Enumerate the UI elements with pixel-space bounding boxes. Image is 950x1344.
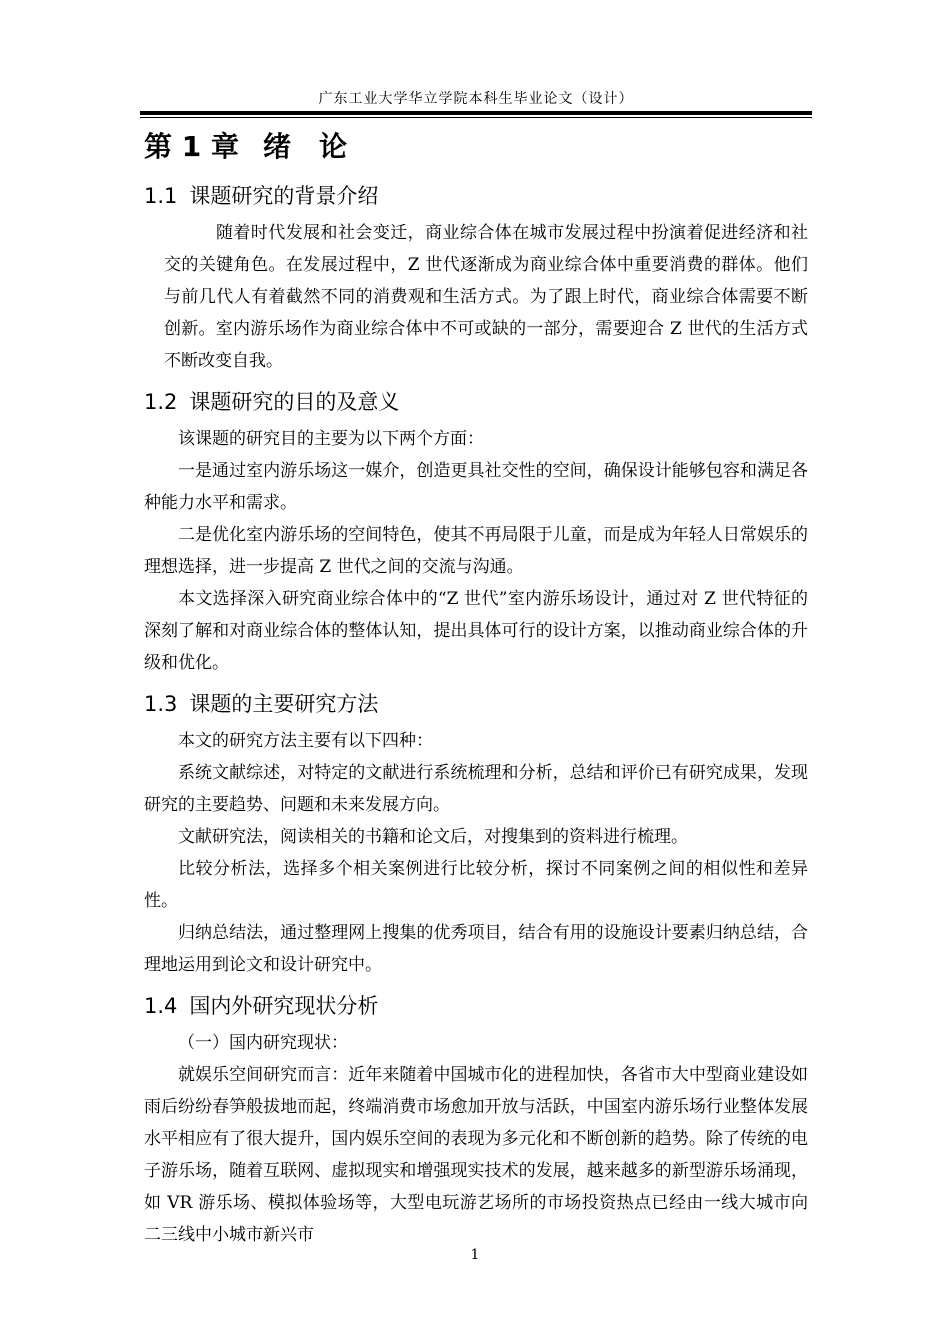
section-number: 1.2 — [144, 390, 178, 414]
paragraph: 归纳总结法，通过整理网上搜集的优秀项目，结合有用的设施设计要素归纳总结，合理地运用到论文和设计研究中。 — [144, 923, 808, 975]
section-title: 课题研究的目的及意义 — [189, 390, 400, 414]
chapter-number: 第 1 章 — [144, 130, 239, 163]
header-rule-thick — [140, 111, 812, 115]
paragraph: 二是优化室内游乐场的空间特色，使其不再局限于儿童，而是成为年轻人日常娱乐的理想选择，进一步提高 Z 世代之间的交流与沟通。 — [144, 525, 808, 577]
page-body — [144, 123, 808, 1251]
paragraph: 本文选择深入研究商业综合体中的“Z 世代”室内游乐场设计，通过对 Z 世代特征的深刻了解和对商业综合体的整体认知，提出具体可行的设计方案，以推动商业综合体的升级和优化。 — [144, 589, 808, 673]
paragraph: （一）国内研究现状： — [178, 1033, 348, 1053]
chapter-title: 绪 论 — [262, 130, 347, 163]
section-number: 1.3 — [144, 692, 178, 716]
paragraph: 本文的研究方法主要有以下四种： — [178, 731, 433, 751]
section-1-1-body — [144, 217, 808, 377]
paragraph: 文献研究法，阅读相关的书籍和论文后，对搜集到的资料进行梳理。 — [178, 827, 688, 847]
section-number: 1.1 — [144, 184, 178, 208]
section-heading-1-2 — [144, 385, 808, 419]
page-number: 1 — [470, 1247, 480, 1263]
section-title: 课题的主要研究方法 — [189, 692, 379, 716]
page-header: 广东工业大学华立学院本科生毕业论文（设计） — [318, 91, 634, 107]
paragraph: 随着时代发展和社会变迁，商业综合体在城市发展过程中扮演着促进经济和社交的关键角色。在发展过程中，Z 世代逐渐成为商业综合体中重要消费的群体。他们与前几代人有着截然不同的消费观和生活方式。为了跟上时代，商业综合体需要不断创新。室内游乐场作为商业综合体中不可或缺的一部分，需要迎合 Z 世代的生活方式不断改变自我。 — [164, 223, 808, 371]
paragraph: 一是通过室内游乐场这一媒介，创造更具社交性的空间，确保设计能够包容和满足各种能力水平和需求。 — [144, 461, 808, 513]
section-number: 1.4 — [144, 994, 178, 1018]
chapter-heading — [144, 127, 808, 167]
section-heading-1-1 — [144, 179, 808, 213]
section-title: 国内外研究现状分析 — [189, 994, 379, 1018]
section-title: 课题研究的背景介绍 — [189, 184, 379, 208]
paragraph: 就娱乐空间研究而言：近年来随着中国城市化的进程加快，各省市大中型商业建设如雨后纷纷春笋般拔地而起，终端消费市场愈加开放与活跃，中国室内游乐场行业整体发展水平相应有了很大提升，国内娱乐空间的表现为多元化和不断创新的趋势。除了传统的电子游乐场，随着互联网、虚拟现实和增强现实技术的发展，越来越多的新型游乐场涌现，如 VR 游乐场、模拟体验场等，大型电玩游艺场所的市场投资热点已经由一线大城市向二三线中小城市新兴市 — [144, 1065, 808, 1245]
section-heading-1-3 — [144, 687, 808, 721]
header-rule-thin — [140, 117, 812, 118]
paragraph: 系统文献综述，对特定的文献进行系统梳理和分析，总结和评价已有研究成果，发现研究的主要趋势、问题和未来发展方向。 — [144, 763, 808, 815]
section-heading-1-4 — [144, 989, 808, 1023]
paragraph: 比较分析法，选择多个相关案例进行比较分析，探讨不同案例之间的相似性和差异性。 — [144, 859, 808, 911]
paragraph: 该课题的研究目的主要为以下两个方面： — [178, 429, 484, 449]
